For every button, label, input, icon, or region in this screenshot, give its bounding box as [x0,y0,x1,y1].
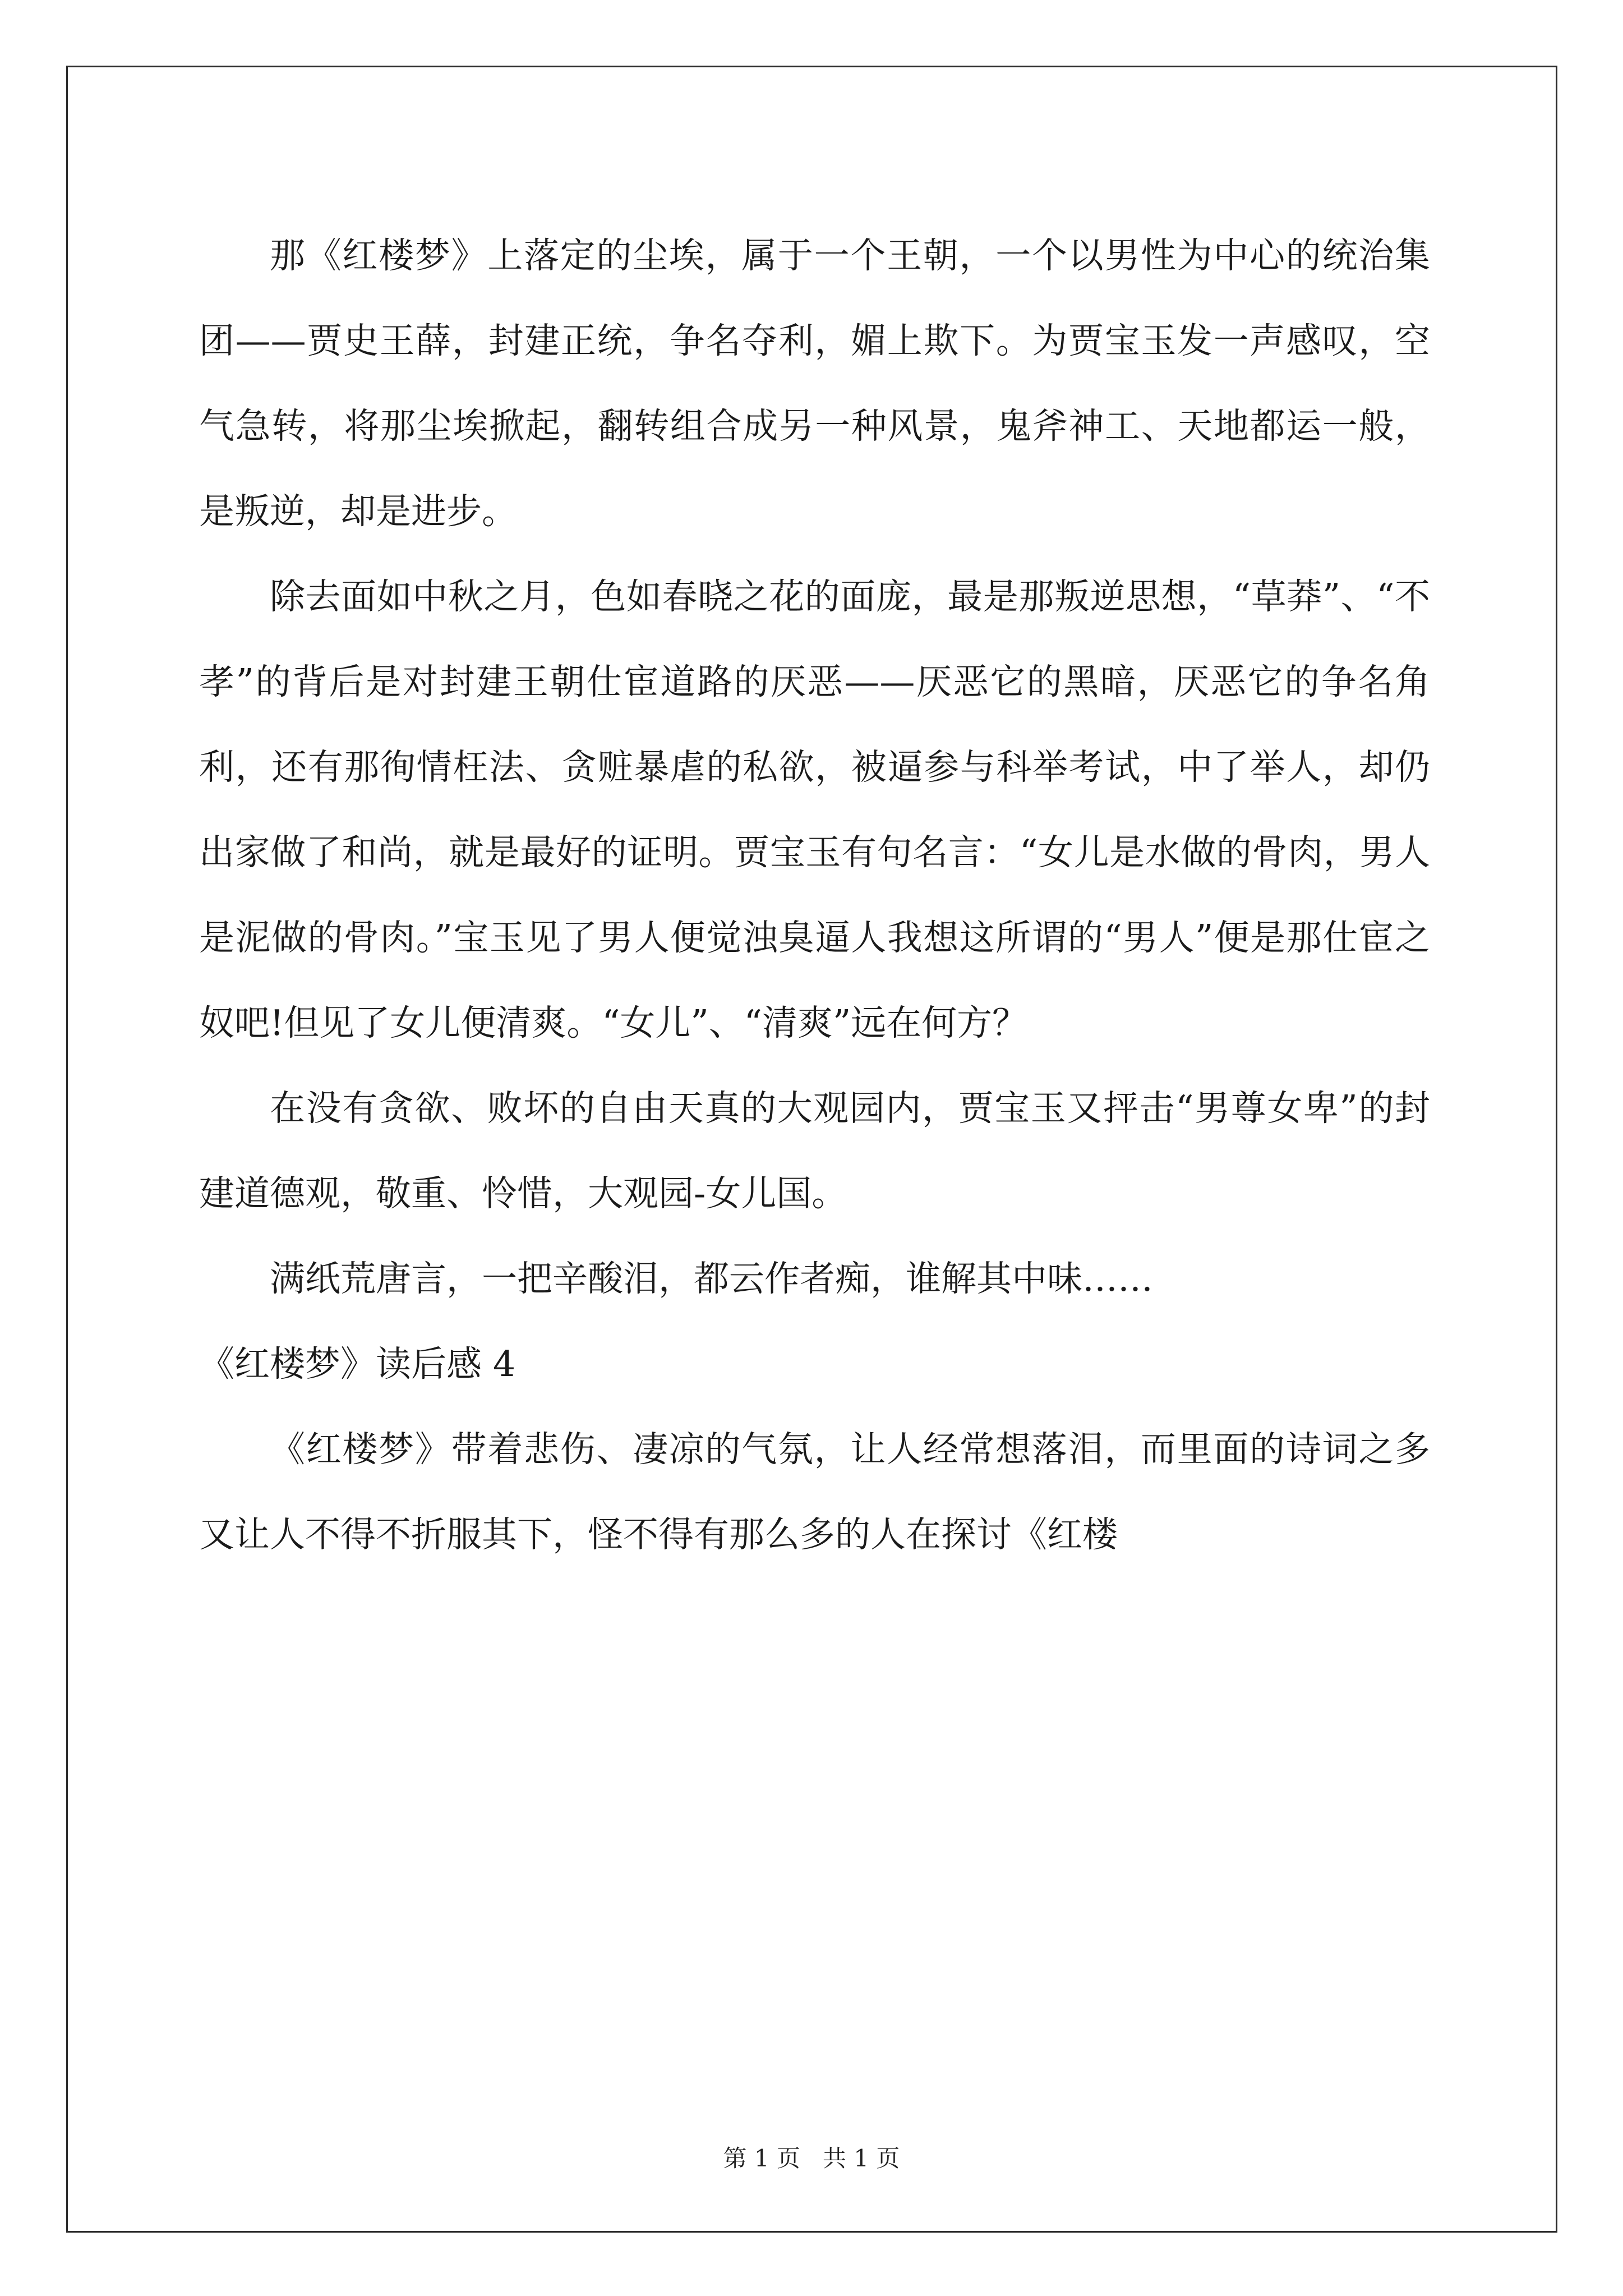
section-paragraph: 《红楼梦》带着悲伤、凄凉的气氛，让人经常想落泪，而里面的诗词之多又让人不得不折服其下，怪不得有那么多的人在探讨《红楼 [199,1429,1430,1555]
section-heading: 《红楼梦》读后感 4 [199,1343,516,1384]
paragraph-2: 除去面如中秋之月，色如春晓之花的面庞，最是那叛逆思想，“草莽”、“不孝”的背后是对封建王朝仕宦道路的厌恶——厌恶它的黑暗，厌恶它的争名角利，还有那徇情枉法、贪赃暴虐的私欲，被逼参与科举考试，中了举人，却仍出家做了和尚，就是最好的证明。贾宝玉有句名言：“女儿是水做的骨肉，男人是泥做的骨肉。”宝玉见了男人便觉浊臭逼人我想这所谓的“男人”便是那仕宦之奴吧!但见了女儿便清爽。“女儿”、“清爽”远在何方？ [199,576,1430,1043]
paragraph-1: 那《红楼梦》上落定的尘埃，属于一个王朝，一个以男性为中心的统治集团——贾史王薛，封建正统，争名夺利，媚上欺下。为贾宝玉发一声感叹，空气急转，将那尘埃掀起，翻转组合成另一种风景，鬼斧神工、天地都运一般，是叛逆，却是进步。 [199,235,1430,532]
page-total: 共 1 页 [823,2145,900,2172]
paragraph-4: 满纸荒唐言，一把辛酸泪，都云作者痴，谁解其中味…… [270,1258,1153,1299]
paragraph-3: 在没有贪欲、败坏的自由天真的大观园内，贾宝玉又抨击“男尊女卑”的封建道德观，敬重、怜惜，大观园-女儿国。 [199,1088,1430,1214]
document-body [199,213,1430,1577]
page-number: 第 1 页 [723,2145,800,2172]
page-footer [0,2143,1623,2174]
